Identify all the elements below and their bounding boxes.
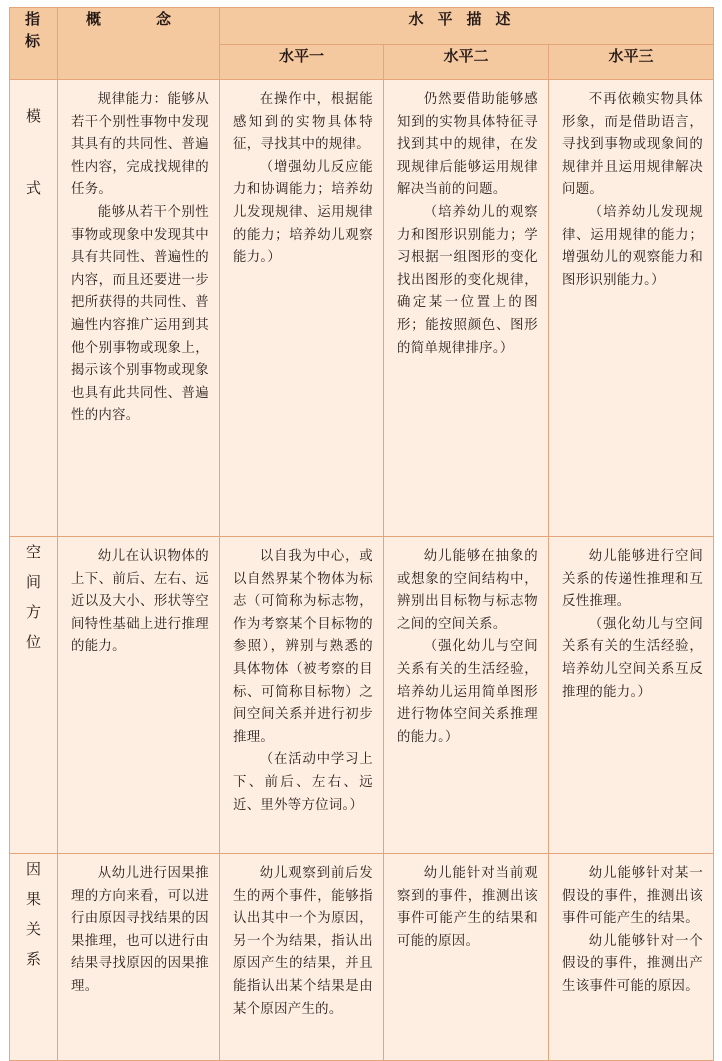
- cell-paragraph: 幼儿能够针对某一假设的事件，推测出该事件可能产生的结果。: [562, 866, 704, 927]
- header-level-2: 水平二: [384, 45, 549, 80]
- cell-paragraph: 不再依赖实物具体形象，而是借助语言，寻找到事物或现象间的规律并且运用规律解决问题。: [562, 92, 704, 198]
- level-3-cell: [549, 854, 714, 1061]
- cell-paragraph: （培养幼儿发现规律、运用规律的能力；增强幼儿的观察能力和图形识别能力。）: [562, 204, 704, 288]
- table-header: [10, 8, 714, 80]
- concept-cell: [58, 537, 220, 854]
- header-level-description: 水平描述: [220, 8, 714, 45]
- level-description-table: [9, 7, 714, 1061]
- cell-paragraph: 以自我为中心，或以自然界某个物体为标志（可简称为标志物，作为考察某个目标物的参照），辨别与熟悉的具体物体（被考察的目标、可简称目标物）之间空间关系并进行初步推理。: [233, 549, 373, 745]
- cell-paragraph: 规律能力：能够从若干个别性事物中发现其具有的共同性、普遍性内容，完成找规律的任务。: [71, 92, 209, 198]
- level-2-cell: [384, 80, 549, 537]
- concept-cell: [58, 854, 220, 1061]
- cell-paragraph: （在活动中学习上下、前后、左右、远近、里外等方位词。）: [233, 752, 373, 813]
- level-2-cell: [384, 537, 549, 854]
- header-indicator-text: 指标: [24, 10, 42, 50]
- cell-paragraph: 仍然要借助能够感知到的实物具体特征寻找到其中的规律，在发现规律后能够运用规律解决当前的问题。: [397, 92, 538, 198]
- cell-paragraph: 幼儿在认识物体的上下、前后、左右、远近以及大小、形状等空间特性基础上进行推理的能力。: [71, 549, 209, 655]
- cell-paragraph: 幼儿能够在抽象的或想象的空间结构中，辨别出目标物与标志物之间的空间关系。: [397, 549, 538, 632]
- cell-paragraph: 能够从若干个别性事物或现象中发现其中具有共同性、普遍性的内容，而且还要进一步把所获得的共同性、普遍性内容推广运用到其他个别事物或现象上，揭示该个别事物或现象也具有此共同性、普遍性的内容。: [71, 204, 209, 424]
- level-1-cell: [220, 537, 384, 854]
- level-1-cell: [220, 854, 384, 1061]
- indicator-cell: [10, 80, 58, 537]
- concept-cell: [58, 80, 220, 537]
- table-row-pattern: [10, 80, 714, 537]
- header-indicator: [10, 8, 58, 80]
- indicator-cell: [10, 537, 58, 854]
- indicator-text: 模式: [25, 107, 41, 197]
- cell-paragraph: （增强幼儿反应能力和协调能力；培养幼儿发现规律、运用规律的能力；培养幼儿观察能力。）: [233, 159, 373, 266]
- cell-paragraph: 在操作中，根据能感知到的实物具体特征，寻找其中的规律。: [233, 92, 373, 153]
- cell-paragraph: 幼儿观察到前后发生的两个事件，能够指认出其中一个为原因，另一个为结果，指认出原因产生的结果，并且能指认出某个结果是由某个原因产生的。: [233, 866, 373, 1017]
- level-1-cell: [220, 80, 384, 537]
- cell-paragraph: 从幼儿进行因果推理的方向来看，可以进行由原因寻找结果的因果推理，也可以进行由结果寻找原因的因果推理。: [71, 866, 209, 994]
- cell-paragraph: 幼儿能针对当前观察到的事件，推测出该事件可能产生的结果和可能的原因。: [397, 866, 538, 949]
- table-row-causality: [10, 854, 714, 1061]
- indicator-text: 因果关系: [25, 860, 41, 968]
- cell-paragraph: 幼儿能够进行空间关系的传递性推理和互反性推理。: [562, 549, 704, 610]
- indicator-text: 空间方位: [25, 543, 41, 651]
- cell-paragraph: （培养幼儿的观察力和图形识别能力；学习根据一组图形的变化找出图形的变化规律，确定某一位置上的图形；能按照颜色、图形的简单规律排序。）: [397, 204, 538, 356]
- header-level-1: 水平一: [220, 45, 384, 80]
- table-body: [10, 80, 714, 1061]
- level-3-cell: [549, 80, 714, 537]
- level-3-cell: [549, 537, 714, 854]
- header-concept: 概 念: [58, 8, 220, 80]
- table-row-spatial: [10, 537, 714, 854]
- cell-paragraph: 幼儿能够针对一个假设的事件，推测出产生该事件可能的原因。: [562, 933, 704, 994]
- cell-paragraph: （强化幼儿与空间关系有关的生活经验，培养幼儿运用简单图形进行物体空间关系推理的能力。）: [397, 639, 538, 745]
- level-2-cell: [384, 854, 549, 1061]
- indicator-cell: [10, 854, 58, 1061]
- cell-paragraph: （强化幼儿与空间关系有关的生活经验，培养幼儿空间关系互反推理的能力。）: [562, 616, 704, 700]
- header-level-3: 水平三: [549, 45, 714, 80]
